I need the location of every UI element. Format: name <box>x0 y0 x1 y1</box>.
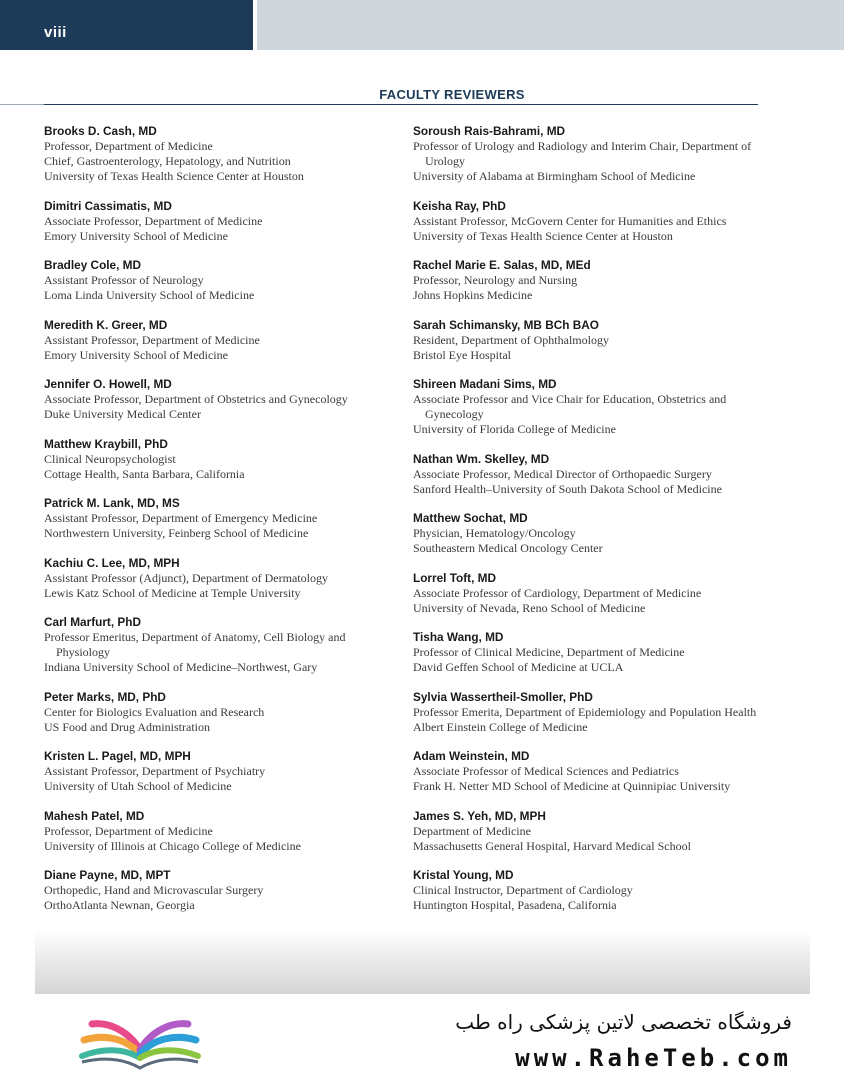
reviewer-affiliation: Huntington Hospital, Pasadena, California <box>413 898 617 912</box>
reviewer-name: Diane Payne, MD, MPT <box>44 868 171 882</box>
open-book-logo-icon <box>78 1010 202 1074</box>
reviewer-entry <box>413 124 761 184</box>
reviewer-affiliation: Professor, Department of Medicine <box>44 139 213 153</box>
reviewer-name: Rachel Marie E. Salas, MD, MEd <box>413 258 591 272</box>
reviewer-affiliation: University of Nevada, Reno School of Medicine <box>413 600 646 615</box>
reviewer-name: Matthew Sochat, MD <box>413 511 528 525</box>
reviewer-affiliation: Associate Professor, Medical Director of Orthopaedic Surgery <box>413 466 712 481</box>
reviewer-entry <box>413 809 761 854</box>
reviewer-affiliation: Associate Professor and Vice Chair for Education, Obstetrics and Gynecology <box>413 392 727 421</box>
reviewer-affiliation: Cottage Health, Santa Barbara, California <box>44 466 245 481</box>
reviewer-entry <box>44 318 394 363</box>
reviewer-affiliation: Emory University School of Medicine <box>44 347 228 362</box>
reviewer-name: Keisha Ray, PhD <box>413 198 506 213</box>
reviewer-affiliation: Center for Biologics Evaluation and Research <box>44 704 265 719</box>
reviewer-affiliation: Bristol Eye Hospital <box>413 347 511 362</box>
reviewer-affiliation: Clinical Neuropsychologist <box>44 451 176 466</box>
section-title: FACULTY REVIEWERS <box>379 87 525 102</box>
reviewer-affiliation: Clinical Instructor, Department of Cardiology <box>413 883 633 897</box>
reviewer-name: Jennifer O. Howell, MD <box>44 377 172 391</box>
reviewer-column-left <box>44 124 394 928</box>
reviewer-entry <box>413 511 761 556</box>
reviewer-name: Peter Marks, MD, PhD <box>44 689 166 704</box>
reviewer-affiliation: Massachusetts General Hospital, Harvard Medical School <box>413 838 691 853</box>
reviewer-affiliation: University of Alabama at Birmingham School of Medicine <box>413 169 696 183</box>
reviewer-affiliation: Associate Professor, Department of Medicine <box>44 213 263 228</box>
reviewer-name: Sylvia Wassertheil-Smoller, PhD <box>413 689 593 704</box>
header-bar-dark <box>0 0 253 50</box>
reviewer-name: Adam Weinstein, MD <box>413 749 530 763</box>
reviewer-entry <box>413 452 761 497</box>
reviewer-affiliation: Assistant Professor, McGovern Center for Humanities and Ethics <box>413 213 727 228</box>
reviewer-affiliation: University of Texas Health Science Center at Houston <box>44 169 304 183</box>
header-bar-light <box>257 0 844 50</box>
reviewer-name: Kachiu C. Lee, MD, MPH <box>44 555 180 570</box>
reviewer-affiliation: Resident, Department of Ophthalmology <box>413 332 609 347</box>
reviewer-affiliation: University of Utah School of Medicine <box>44 779 232 793</box>
page-number: viii <box>44 24 67 41</box>
reviewer-name: Brooks D. Cash, MD <box>44 124 157 138</box>
reviewer-name: Mahesh Patel, MD <box>44 808 145 823</box>
reviewer-entry <box>44 615 394 675</box>
reviewer-name: Dimitri Cassimatis, MD <box>44 198 172 213</box>
store-url[interactable]: www.RaheTeb.com <box>515 1044 792 1072</box>
reviewer-name: James S. Yeh, MD, MPH <box>413 808 546 823</box>
reviewer-affiliation: Chief, Gastroenterology, Hepatology, and Nutrition <box>44 154 291 168</box>
reviewer-name: Soroush Rais-Bahrami, MD <box>413 124 566 138</box>
reviewer-affiliation: Department of Medicine <box>413 823 531 838</box>
reviewer-affiliation: Assistant Professor (Adjunct), Department of Dermatology <box>44 570 328 585</box>
reviewer-entry <box>413 199 761 244</box>
reviewer-affiliation: Northwestern University, Feinberg School of Medicine <box>44 526 309 540</box>
reviewer-affiliation: Associate Professor, Department of Obstetrics and Gynecology <box>44 392 348 406</box>
reviewer-name: Meredith K. Greer, MD <box>44 317 168 332</box>
reviewer-name: Sarah Schimansky, MB BCh BAO <box>413 317 599 332</box>
reviewer-affiliation: Albert Einstein College of Medicine <box>413 719 588 734</box>
reviewer-entry <box>44 199 394 244</box>
reviewer-name: Bradley Cole, MD <box>44 258 142 272</box>
reviewer-name: Nathan Wm. Skelley, MD <box>413 451 550 466</box>
reviewer-affiliation: Professor, Department of Medicine <box>44 823 213 838</box>
reviewer-affiliation: Emory University School of Medicine <box>44 228 228 243</box>
reviewer-name: Shireen Madani Sims, MD <box>413 377 557 391</box>
reviewer-affiliation: Professor Emerita, Department of Epidemiology and Population Health <box>413 704 757 719</box>
reviewer-name: Kristal Young, MD <box>413 868 514 882</box>
reviewer-affiliation: OrthoAtlanta Newnan, Georgia <box>44 898 195 912</box>
reviewer-entry <box>44 809 394 854</box>
reviewer-affiliation: Lewis Katz School of Medicine at Temple University <box>44 585 301 600</box>
reviewer-entry <box>44 258 394 303</box>
reviewer-affiliation: Assistant Professor, Department of Medicine <box>44 332 260 347</box>
reviewer-column-right <box>413 124 761 928</box>
reviewer-entry <box>44 868 394 913</box>
page-bottom-shadow <box>35 930 810 994</box>
reviewer-affiliation: Orthopedic, Hand and Microvascular Surgery <box>44 883 264 897</box>
reviewer-affiliation: Johns Hopkins Medicine <box>413 288 533 302</box>
reviewer-name: Tisha Wang, MD <box>413 630 504 644</box>
reviewer-entry <box>413 258 761 303</box>
reviewer-affiliation: Associate Professor of Cardiology, Department of Medicine <box>413 585 702 600</box>
reviewer-name: Matthew Kraybill, PhD <box>44 436 168 451</box>
reviewer-affiliation: University of Texas Health Science Center at Houston <box>413 228 673 243</box>
reviewer-affiliation: Professor, Neurology and Nursing <box>413 273 578 287</box>
reviewer-affiliation: David Geffen School of Medicine at UCLA <box>413 660 624 674</box>
reviewer-entry <box>44 124 394 184</box>
reviewer-name: Patrick M. Lank, MD, MS <box>44 496 180 510</box>
margin-rule <box>0 104 44 105</box>
reviewer-affiliation: Assistant Professor, Department of Emergency Medicine <box>44 511 318 525</box>
reviewer-entry <box>44 690 394 735</box>
reviewer-affiliation: Indiana University School of Medicine–Northwest, Gary <box>44 660 318 674</box>
reviewer-affiliation: Professor Emeritus, Department of Anatomy, Cell Biology and Physiology <box>44 630 346 659</box>
reviewer-entry <box>413 690 761 735</box>
reviewer-affiliation: Duke University Medical Center <box>44 407 201 421</box>
reviewer-entry <box>44 556 394 601</box>
reviewer-affiliation: US Food and Drug Administration <box>44 719 211 734</box>
reviewer-entry <box>44 437 394 482</box>
reviewer-affiliation: Assistant Professor of Neurology <box>44 273 204 287</box>
reviewer-affiliation: Sanford Health–University of South Dakota School of Medicine <box>413 481 722 496</box>
reviewer-entry <box>413 749 761 794</box>
reviewer-affiliation: Professor of Clinical Medicine, Department of Medicine <box>413 645 685 659</box>
reviewer-affiliation: Assistant Professor, Department of Psychiatry <box>44 764 266 778</box>
reviewer-affiliation: Southeastern Medical Oncology Center <box>413 541 603 555</box>
store-name: فروشگاه تخصصی لاتین پزشکی راه طب <box>455 1010 792 1034</box>
reviewer-name: Carl Marfurt, PhD <box>44 615 142 629</box>
reviewer-entry <box>44 377 394 422</box>
reviewer-entry <box>413 318 761 363</box>
reviewer-entry <box>413 630 761 675</box>
reviewer-entry <box>44 496 394 541</box>
reviewer-name: Lorrel Toft, MD <box>413 570 497 585</box>
reviewer-entry <box>413 571 761 616</box>
reviewer-entry <box>413 868 761 913</box>
reviewer-entry <box>44 749 394 794</box>
reviewer-affiliation: University of Illinois at Chicago College of Medicine <box>44 838 301 853</box>
reviewer-affiliation: Loma Linda University School of Medicine <box>44 288 255 302</box>
reviewer-affiliation: Frank H. Netter MD School of Medicine at Quinnipiac University <box>413 779 731 793</box>
reviewer-entry <box>413 377 761 437</box>
reviewer-affiliation: Professor of Urology and Radiology and Interim Chair, Department of Urology <box>413 139 752 168</box>
title-divider <box>44 104 758 105</box>
reviewer-name: Kristen L. Pagel, MD, MPH <box>44 749 191 763</box>
reviewer-affiliation: University of Florida College of Medicine <box>413 422 616 436</box>
reviewer-affiliation: Associate Professor of Medical Sciences and Pediatrics <box>413 764 679 778</box>
reviewer-affiliation: Physician, Hematology/Oncology <box>413 526 576 540</box>
